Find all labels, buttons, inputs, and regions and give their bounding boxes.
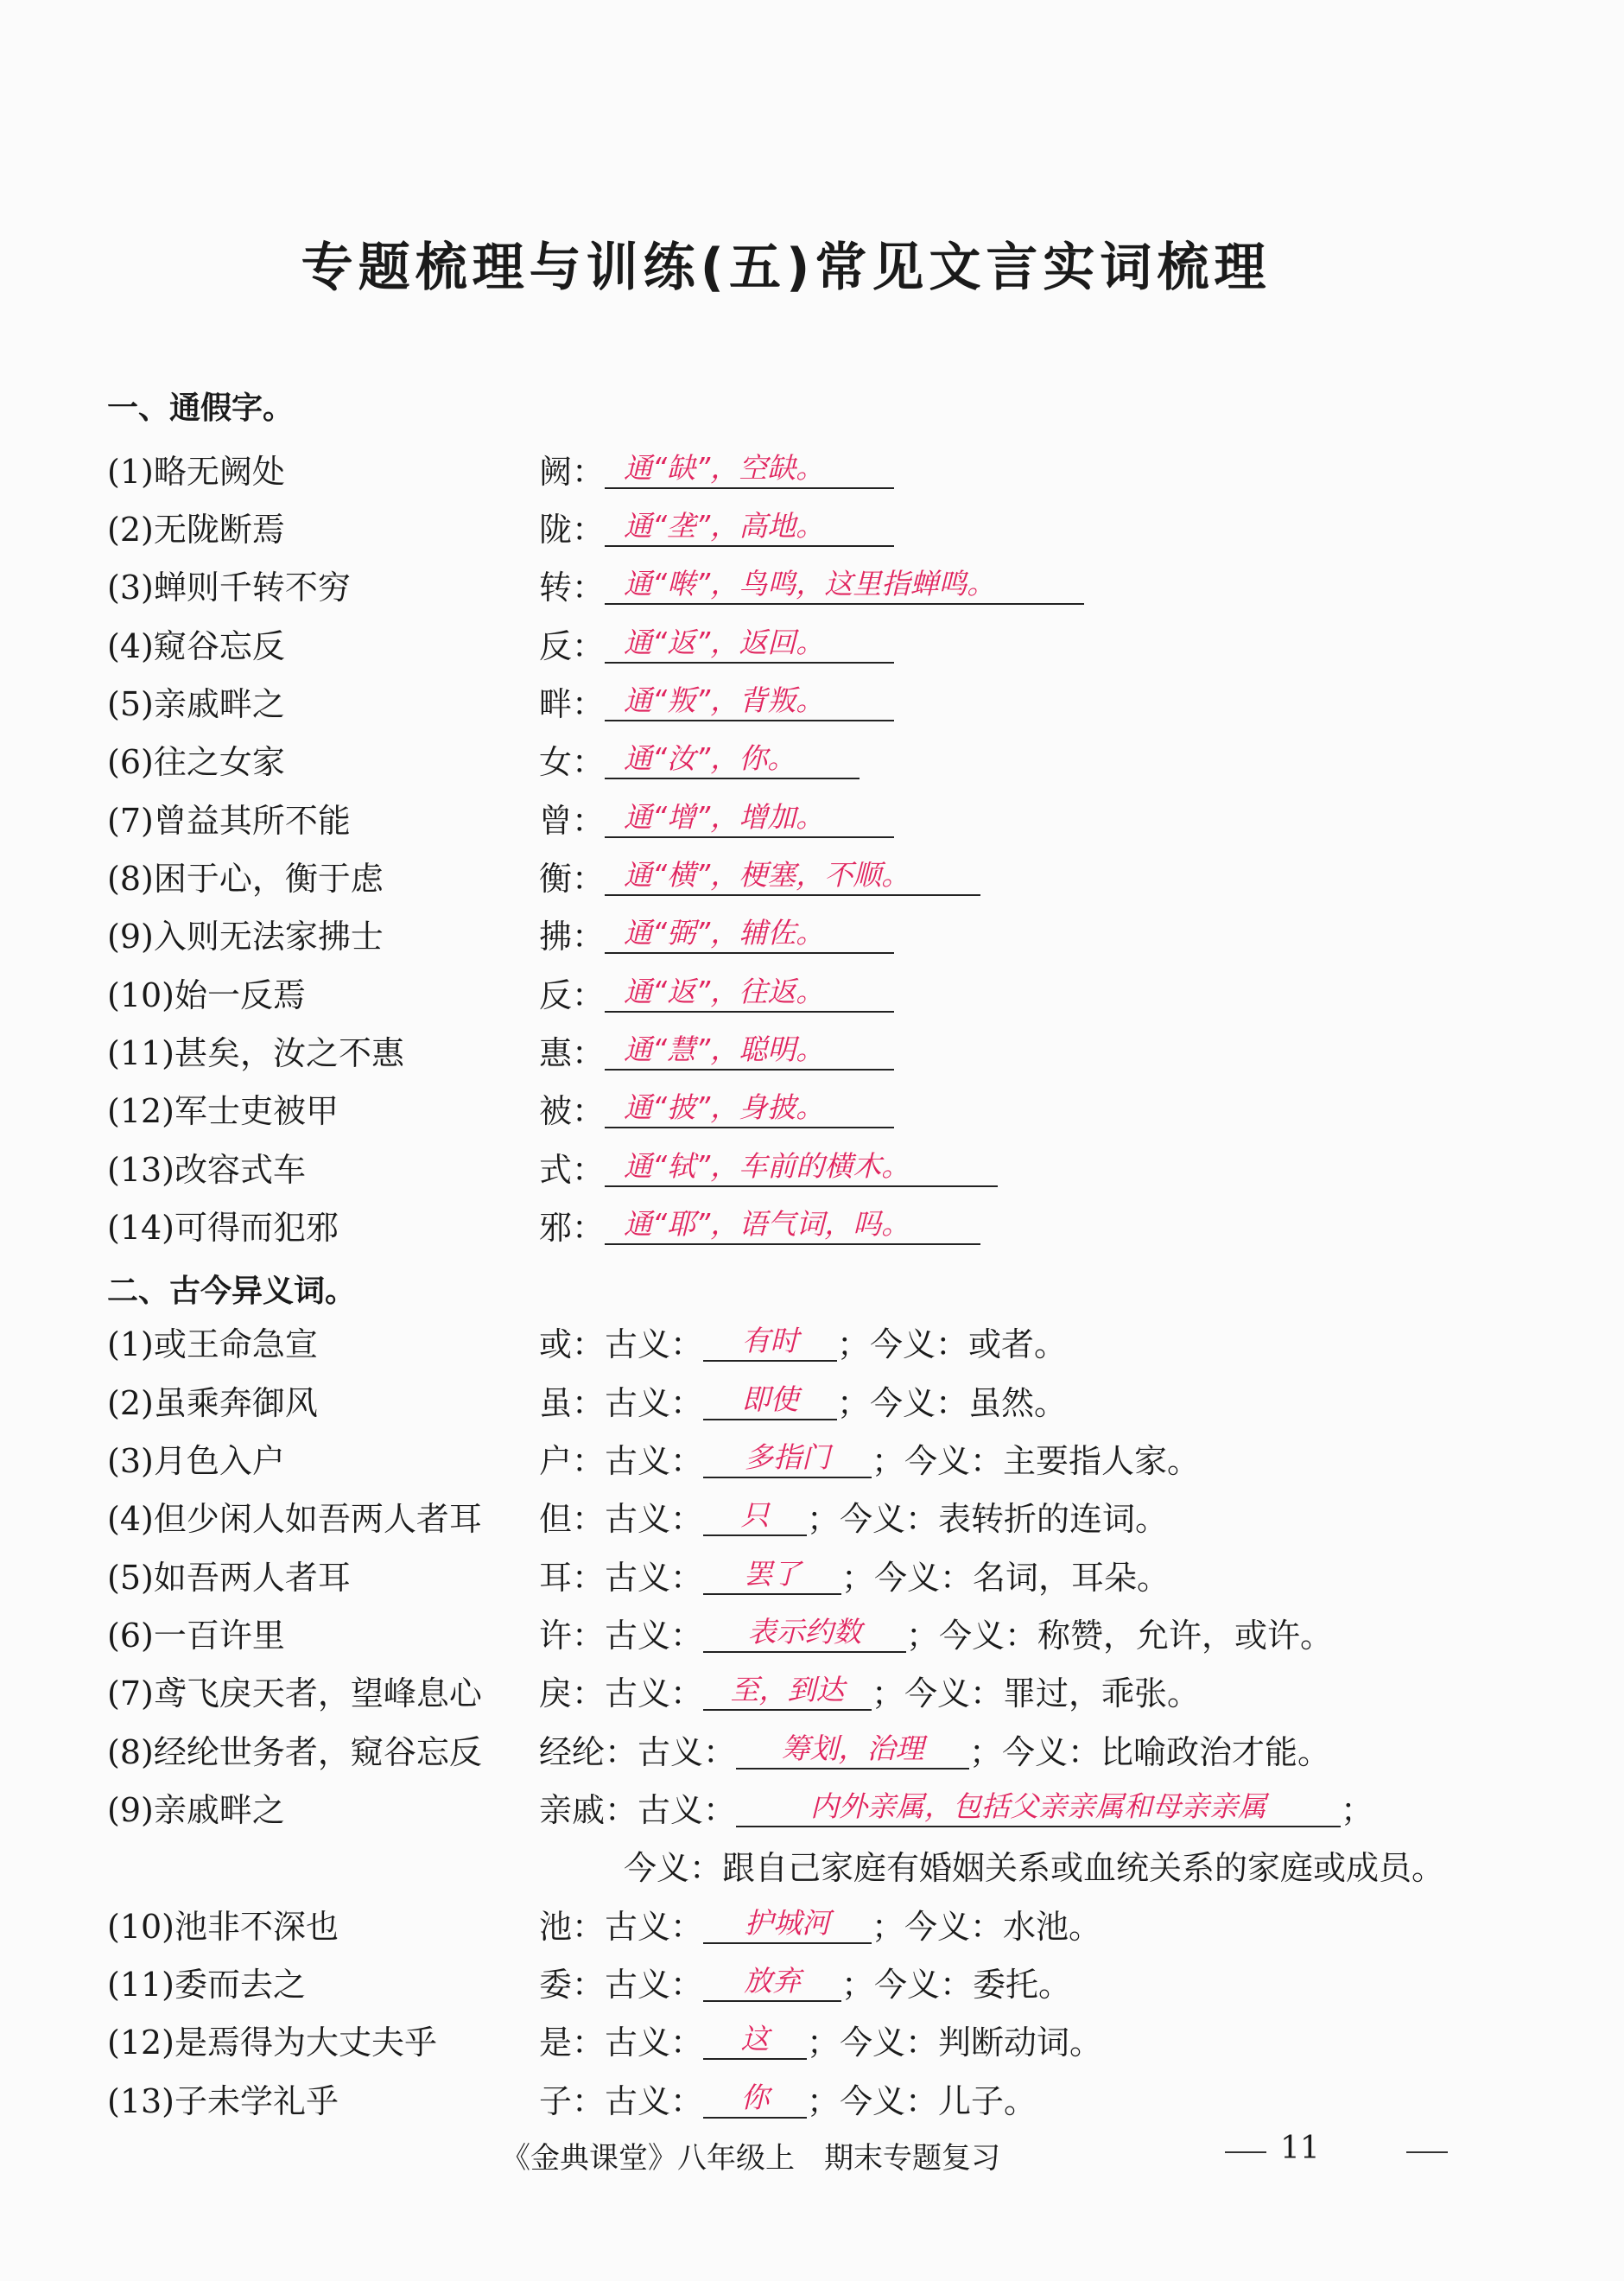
item-phrase: (5)亲戚畔之 bbox=[107, 684, 285, 723]
list-item bbox=[107, 1198, 980, 1250]
answer-blank: 通“缺”，空缺。 bbox=[605, 448, 894, 489]
item-modern-meaning: ；今义：虽然。 bbox=[837, 1383, 1068, 1422]
item-phrase: (2)虽乘奔御风 bbox=[107, 1383, 318, 1422]
list-item bbox=[107, 791, 894, 843]
list-item bbox=[107, 966, 894, 1018]
item-modern-meaning: ；今义：表转折的连词。 bbox=[807, 1499, 1169, 1538]
list-item bbox=[107, 1315, 1067, 1367]
item-char: 被： bbox=[539, 1091, 606, 1130]
list-item bbox=[107, 1606, 1333, 1658]
item-modern-meaning: ；今义：罪过，乖张。 bbox=[872, 1674, 1201, 1712]
item-label: 委：古义： bbox=[539, 1965, 704, 2004]
item-phrase: (8)困于心，衡于虑 bbox=[107, 859, 384, 898]
item-label: 许：古义： bbox=[539, 1616, 704, 1655]
item-char: 邪： bbox=[539, 1208, 606, 1247]
answer-blank: 通“轼”，车前的横木。 bbox=[605, 1146, 998, 1187]
answer-blank: 罢了 bbox=[703, 1553, 841, 1595]
list-item bbox=[107, 1548, 1170, 1600]
item-label: 是：古义： bbox=[539, 2023, 704, 2062]
item-char: 曾： bbox=[539, 801, 606, 840]
item-phrase: (3)蝉则千转不穷 bbox=[107, 568, 351, 607]
answer-blank: 内外亲属，包括父亲亲属和母亲亲属 bbox=[736, 1786, 1341, 1827]
page-number: 11 bbox=[1280, 2131, 1320, 2166]
list-item bbox=[107, 1897, 1101, 1949]
list-item bbox=[107, 500, 894, 552]
answer-blank: 通“啭”，鸟鸣，这里指蝉鸣。 bbox=[605, 563, 1084, 605]
answer-blank: 通“返”，往返。 bbox=[605, 971, 894, 1013]
answer-blank: 多指门 bbox=[703, 1437, 872, 1478]
item-phrase: (1)或王命急宣 bbox=[107, 1325, 318, 1363]
item-modern-meaning: ；今义：或者。 bbox=[837, 1325, 1068, 1363]
list-item bbox=[107, 558, 1084, 610]
item-modern-meaning: ；今义：判断动词。 bbox=[807, 2023, 1103, 2062]
footer-divider bbox=[1225, 2151, 1266, 2153]
list-item bbox=[107, 442, 894, 494]
footer-book-title: 《金典课堂》八年级上 期末专题复习 bbox=[501, 2141, 1000, 2176]
item-label: 戾：古义： bbox=[539, 1674, 704, 1712]
answer-blank: 即使 bbox=[703, 1379, 837, 1420]
list-item bbox=[107, 1955, 1071, 2007]
item-phrase: (11)委而去之 bbox=[107, 1965, 307, 2004]
item-label: 耳：古义： bbox=[539, 1558, 704, 1597]
item-modern-meaning: ；今义：名词，耳朵。 bbox=[841, 1558, 1170, 1597]
item-char: 衡： bbox=[539, 859, 606, 898]
item-label: 或：古义： bbox=[539, 1325, 704, 1363]
answer-blank: 通“弼”，辅佐。 bbox=[605, 912, 894, 954]
item-label: 亲戚：古义： bbox=[539, 1790, 737, 1829]
answer-blank: 有时 bbox=[703, 1320, 837, 1362]
list-item bbox=[107, 1723, 1330, 1775]
item-phrase: (8)经纶世务者，窥谷忘反 bbox=[107, 1732, 482, 1771]
item-modern-meaning: ；今义：主要指人家。 bbox=[872, 1441, 1201, 1480]
answer-blank: 筹划，治理 bbox=[736, 1728, 969, 1770]
list-item bbox=[107, 733, 860, 785]
item-phrase: (6)往之女家 bbox=[107, 742, 285, 781]
list-item bbox=[107, 1432, 1200, 1484]
item-phrase: (13)子未学礼乎 bbox=[107, 2081, 339, 2120]
answer-blank: 通“增”，增加。 bbox=[605, 797, 894, 838]
item-modern-meaning: ； bbox=[1341, 1790, 1374, 1829]
answer-blank: 放弃 bbox=[703, 1960, 841, 2002]
item-phrase: (7)鸢飞戾天者，望峰息心 bbox=[107, 1674, 482, 1712]
page-title: 专题梳理与训练(五)常见文言实词梳理 bbox=[301, 238, 1272, 298]
item-phrase: (2)无陇断焉 bbox=[107, 510, 285, 549]
list-item bbox=[107, 617, 894, 669]
list-item bbox=[107, 1024, 894, 1076]
answer-blank: 通“披”，身披。 bbox=[605, 1087, 894, 1128]
item-label: 虽：古义： bbox=[539, 1383, 704, 1422]
answer-blank: 通“汝”，你。 bbox=[605, 738, 860, 779]
item-phrase: (10)始一反焉 bbox=[107, 975, 307, 1014]
answer-blank: 通“横”，梗塞，不顺。 bbox=[605, 855, 980, 896]
item-label: 户：古义： bbox=[539, 1441, 704, 1480]
modern-meaning-continuation: 今义：跟自己家庭有婚姻关系或血统关系的家庭或成员。 bbox=[624, 1848, 1445, 1887]
list-item bbox=[107, 849, 980, 901]
list-item bbox=[107, 1781, 1373, 1833]
item-label: 经纶：古义： bbox=[539, 1732, 737, 1771]
item-phrase: (10)池非不深也 bbox=[107, 1907, 339, 1946]
item-modern-meaning: ；今义：水池。 bbox=[872, 1907, 1102, 1946]
item-char: 惠： bbox=[539, 1033, 606, 1072]
answer-blank: 这 bbox=[703, 2018, 807, 2060]
answer-blank: 表示约数 bbox=[703, 1611, 906, 1653]
item-phrase: (9)亲戚畔之 bbox=[107, 1790, 285, 1829]
answer-blank: 通“叛”，背叛。 bbox=[605, 680, 894, 721]
list-item bbox=[107, 1140, 998, 1192]
item-phrase: (3)月色入户 bbox=[107, 1441, 285, 1480]
item-char: 反： bbox=[539, 626, 606, 665]
answer-blank: 通“返”，返回。 bbox=[605, 622, 894, 664]
item-modern-meaning: ；今义：称赞，允许，或许。 bbox=[906, 1616, 1334, 1655]
item-label: 子：古义： bbox=[539, 2081, 704, 2120]
list-item bbox=[107, 907, 894, 959]
list-item bbox=[107, 2013, 1102, 2065]
item-phrase: (6)一百许里 bbox=[107, 1616, 285, 1655]
item-modern-meaning: ；今义：比喻政治才能。 bbox=[969, 1732, 1331, 1771]
item-char: 阙： bbox=[539, 452, 606, 491]
answer-blank: 只 bbox=[703, 1495, 807, 1536]
item-phrase: (5)如吾两人者耳 bbox=[107, 1558, 351, 1597]
item-char: 拂： bbox=[539, 917, 606, 956]
item-label: 但：古义： bbox=[539, 1499, 704, 1538]
item-label: 池：古义： bbox=[539, 1907, 704, 1946]
item-phrase: (1)略无阙处 bbox=[107, 452, 285, 491]
item-phrase: (7)曾益其所不能 bbox=[107, 801, 351, 840]
item-phrase: (12)是焉得为大丈夫乎 bbox=[107, 2023, 438, 2062]
list-item bbox=[107, 1082, 894, 1134]
item-phrase: (4)但少闲人如吾两人者耳 bbox=[107, 1499, 482, 1538]
answer-blank: 护城河 bbox=[703, 1903, 872, 1944]
section-heading-gujinyiyi: 二、古今异义词。 bbox=[107, 1274, 357, 1309]
item-char: 反： bbox=[539, 975, 606, 1014]
list-item bbox=[107, 1490, 1168, 1541]
item-phrase: (14)可得而犯邪 bbox=[107, 1208, 339, 1247]
item-char: 畔： bbox=[539, 684, 606, 723]
list-item bbox=[107, 1664, 1200, 1716]
section-heading-tongjiazi: 一、通假字。 bbox=[107, 391, 295, 426]
item-char: 式： bbox=[539, 1150, 606, 1189]
list-item bbox=[107, 2072, 1037, 2124]
item-phrase: (12)军士吏被甲 bbox=[107, 1091, 339, 1130]
item-char: 女： bbox=[539, 742, 606, 781]
footer-divider bbox=[1406, 2151, 1448, 2153]
answer-blank: 你 bbox=[703, 2077, 807, 2119]
page-footer bbox=[0, 2131, 1624, 2177]
item-phrase: (11)甚矣，汝之不惠 bbox=[107, 1033, 405, 1072]
list-item bbox=[107, 1374, 1067, 1426]
answer-blank: 通“慧”，聪明。 bbox=[605, 1029, 894, 1071]
item-char: 陇： bbox=[539, 510, 606, 549]
list-item bbox=[107, 675, 894, 727]
item-modern-meaning: ；今义：委托。 bbox=[841, 1965, 1072, 2004]
item-phrase: (9)入则无法家拂士 bbox=[107, 917, 384, 956]
answer-blank: 通“耶”，语气词，吗。 bbox=[605, 1204, 980, 1245]
answer-blank: 通“垄”，高地。 bbox=[605, 505, 894, 547]
item-phrase: (13)改容式车 bbox=[107, 1150, 307, 1189]
answer-blank: 至，到达 bbox=[703, 1669, 872, 1711]
item-phrase: (4)窥谷忘反 bbox=[107, 626, 285, 665]
item-char: 转： bbox=[539, 568, 606, 607]
item-modern-meaning: ；今义：儿子。 bbox=[807, 2081, 1037, 2120]
